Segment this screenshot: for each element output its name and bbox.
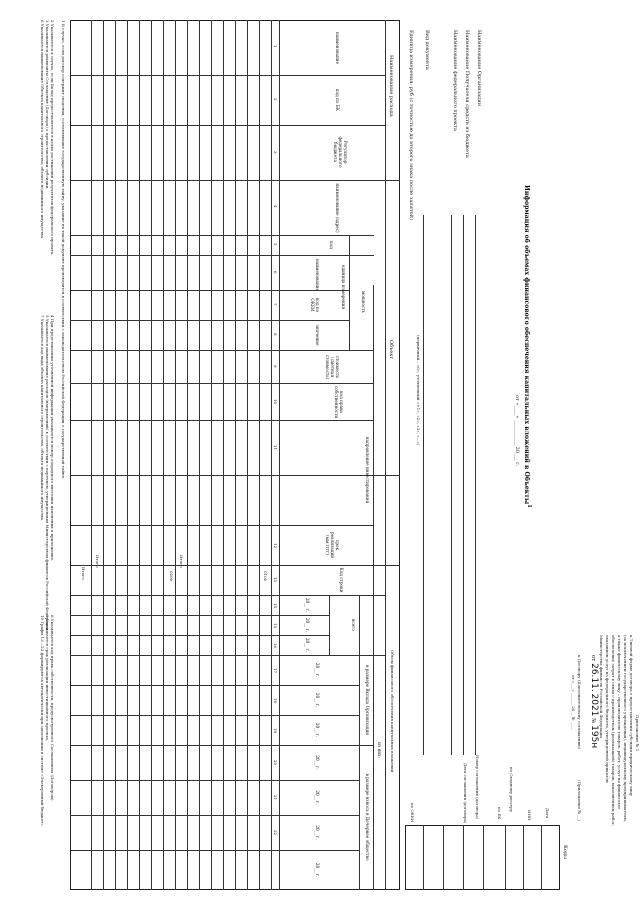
year-col: 20__ г. xyxy=(315,722,320,738)
head-naimenovanie: наименование xyxy=(335,31,340,65)
appendix-line5: обеспечение затрат в связи с производством (реализацией) товаров, выполнением работ, xyxy=(611,635,616,827)
contract-line: к Договору (Дополнительному соглашению) xyxy=(577,655,582,750)
year-col: 20__ г. xyxy=(315,755,320,770)
codes-header: Коды xyxy=(562,845,568,859)
title-sup: 1 xyxy=(526,504,532,508)
formula: (первичный – «0», уточненный «+1», «2», «3», «...») xyxy=(416,335,421,446)
row-sep xyxy=(235,20,236,890)
year-col: 20__ г. xyxy=(315,692,320,708)
code-label-inn: ИНН xyxy=(527,810,532,821)
head-naim-ed: наименование xyxy=(315,259,320,292)
row-sep xyxy=(175,20,176,890)
colnum-12: 12 xyxy=(273,543,278,549)
code-label-registry: по Сводному реестру xyxy=(509,767,514,813)
colnum-4: 4 xyxy=(273,205,278,208)
year-col: 20__ г. xyxy=(315,662,320,678)
head-okei: код по ОКЕИ xyxy=(310,297,320,313)
head-moshnost: мощность xyxy=(361,291,366,313)
code-label-date: Дата xyxy=(545,808,550,819)
field-recipient-line xyxy=(463,215,464,755)
colnum-10: 10 xyxy=(273,399,278,405)
row-sep xyxy=(163,20,164,890)
appendix-line2: к Типовой форме договора о предоставлении субсидии юридическому лицу xyxy=(629,635,634,797)
head-naim-obj: наименование (адрес) xyxy=(335,183,340,233)
footnote-9: 9 Указывается срок реализации инвестиционного проекта. xyxy=(45,615,50,742)
date-line: от «____» __________ 20___ г. xyxy=(514,395,520,467)
head-kod: код xyxy=(329,241,334,249)
vsego-label: Итого xyxy=(81,567,86,580)
code-label-bk: по БК xyxy=(497,807,502,820)
appendix-line4: а также физическому лицу – производителю товаров, работ, услуг на финансовое xyxy=(617,635,622,810)
year-col: 20__ г. xyxy=(315,790,320,805)
vsego-sep xyxy=(329,595,330,655)
head-ed-izm: единица измерения xyxy=(341,264,346,310)
head-kod-prava: код права собственности xyxy=(334,385,344,419)
head-srok: срок реализации (мм.гггг) xyxy=(325,531,340,559)
year-col: 20__ г. xyxy=(305,597,310,613)
row-sep xyxy=(259,20,260,890)
colnum-13: 13 xyxy=(273,577,278,583)
colnum-9: 9 xyxy=(273,365,278,368)
appendix-line1: Приложение № 1 xyxy=(635,715,640,752)
colnum-5: 5 xyxy=(273,243,278,246)
row-sep xyxy=(103,20,104,890)
appendix-date xyxy=(590,655,597,748)
col-sep xyxy=(70,655,386,656)
footnote-1: 1 В случае, если договор содержит сведения, составляющие государственную тайну, указание на такой документ производится в соответствии с законодательством Российской Федерации о государственной тайне. xyxy=(61,20,66,480)
footnote-2: 2 Указывается в случае, если Вклад предоставляется в целях достижения результатов федерального проекта. xyxy=(50,20,55,256)
head-obem: Объем финансового обеспечения капитальных вложений xyxy=(390,650,395,773)
field-unit: Единица измерения: руб (с точностью до второго знака после запятой) xyxy=(408,30,414,220)
field-doctype-line xyxy=(423,215,424,755)
codes-sep xyxy=(443,825,444,890)
field-org: Наименование Организации xyxy=(476,30,482,107)
num-value: 195н xyxy=(589,725,599,749)
colnum-11: 11 xyxy=(273,445,278,451)
code-label-okei: по ОКЕИ xyxy=(410,803,415,823)
field-recipient: Наименование Получателя средств из бюджета xyxy=(464,30,470,158)
year-col: 20__ г. xyxy=(305,617,310,633)
codes-sep xyxy=(483,825,484,890)
year-col: 20__ г. xyxy=(315,825,320,840)
itogo-label-1: Итого xyxy=(179,555,184,568)
row-sep xyxy=(91,20,92,890)
head-vsego: всего xyxy=(351,619,356,631)
col-sep xyxy=(70,595,386,596)
row-sep xyxy=(115,20,116,890)
field-project-line xyxy=(451,215,452,755)
head-v-razmere-org: в размере Вклада Организации xyxy=(365,664,370,736)
footnote-4: 4 При представлении уточненной информации указывается номер очередного внесения изменения в приложение. xyxy=(50,315,55,562)
header-row-3 xyxy=(359,595,360,890)
row-sep xyxy=(247,20,248,890)
col-sep xyxy=(70,290,350,291)
codes-sep xyxy=(505,825,506,890)
col-sep xyxy=(70,125,386,126)
colnum-2: 2 xyxy=(273,98,278,101)
title-text: Информация об объемах финансового обеспечения капитальных вложений в Объекты xyxy=(522,185,530,505)
head-kod-stroki: Код строки xyxy=(339,567,344,593)
code-label-num: Номер соглашения (договора) xyxy=(475,755,480,820)
head-regulator: Регулятор федерального бюджета xyxy=(333,136,348,168)
appendix-line6: оказанием услуг из федерального бюджета, утвержденной приказом xyxy=(605,635,610,783)
head-kod-bk: код по БК xyxy=(335,88,340,111)
colnum-18: 18 xyxy=(273,698,278,704)
colnum-6: 6 xyxy=(273,271,278,274)
codes-sep xyxy=(541,825,542,890)
contract-date: от «___» ______ 20__ № ____ xyxy=(571,675,576,730)
head-iz-nih: из них: xyxy=(377,742,382,758)
itogo-label-2: Итого xyxy=(95,555,100,568)
head-obekt: Объект xyxy=(388,340,394,360)
num-prefix: № xyxy=(590,718,596,724)
appendix-no: (Приложение № __) xyxy=(577,780,582,821)
header-row-1 xyxy=(385,20,386,890)
row-sep xyxy=(151,20,152,890)
row-sep xyxy=(139,20,140,890)
rotated-form xyxy=(40,15,640,895)
head-znachenie: значение xyxy=(315,324,320,346)
field-project: Наименование федерального проекта xyxy=(452,30,458,131)
colnum-17: 17 xyxy=(273,668,278,674)
appendix-line7: Министерства финансов Российской Федерации xyxy=(599,635,604,738)
col-sep xyxy=(70,75,386,76)
row-sep xyxy=(211,20,212,890)
code-label-date2: Дата соглашения (договора) xyxy=(463,763,468,824)
year-col: 20__ г. xyxy=(315,862,320,878)
codes-sep xyxy=(523,825,524,890)
footnote-8: 8 Указывается код права собственности, предусмотренного Соглашением (Договором). xyxy=(50,615,55,802)
year-col: 20__ г. xyxy=(305,637,310,653)
col-sep xyxy=(70,615,330,616)
head-napravlenie: направление инвестирования xyxy=(365,436,370,504)
head-naim-rashoda: Наименование расхода xyxy=(388,55,394,117)
row-code-0200: 0200 xyxy=(169,571,174,582)
year-value: 2021 xyxy=(589,693,599,717)
date-value: 26.11. xyxy=(589,663,599,692)
row-code-0100: 0100 xyxy=(263,571,268,582)
header-bottom xyxy=(279,20,280,890)
field-doctype: Вид документа xyxy=(424,30,430,70)
colnum-7: 7 xyxy=(273,303,278,306)
colnum-8: 8 xyxy=(273,333,278,336)
colnum-16: 16 xyxy=(273,643,278,649)
footnote-10: 10 Графы 13 – 22 формируются автоматически при заполнении в системе «Электронный бюджет». xyxy=(40,615,45,827)
footnote-3: 3 Указываются реквизиты Соглашения (Договора) о предоставлении субсидии. xyxy=(45,20,50,190)
moshnost-sep xyxy=(349,235,350,350)
appendix-line3: (за исключением государственного учреждения), индивидуальному предпринимателю, xyxy=(623,635,628,823)
head-v-razmere-vznosa: в размере взноса в Дочернее общество xyxy=(365,773,370,861)
row-sep xyxy=(223,20,224,890)
date-prefix: от xyxy=(590,655,596,662)
colnum-15: 15 xyxy=(273,623,278,629)
colnum-19: 19 xyxy=(273,728,278,734)
colnum-20: 20 xyxy=(273,760,278,766)
page-title xyxy=(523,185,532,508)
colnum-14: 14 xyxy=(273,603,278,609)
row-sep xyxy=(187,20,188,890)
footnote-5: 5 Указывается наименование расходов (направлений) в соответствии с перечнем, утвержденным Министерством финансов Российской Федерации. xyxy=(45,315,50,632)
field-org-line xyxy=(475,215,476,755)
col-sep xyxy=(70,320,350,321)
colnum-3: 3 xyxy=(273,151,278,154)
codes-sep xyxy=(423,825,424,890)
colnum-22: 22 xyxy=(273,830,278,836)
header-row-2 xyxy=(373,285,374,890)
row-sep xyxy=(199,20,200,890)
col-sep xyxy=(70,635,330,636)
colnum-bottom xyxy=(271,20,272,890)
footnote-6: 6 Указывается наименование Объекта капитального строительства, объекта недвижимого имущества. xyxy=(40,20,45,240)
footnote-7: 7 Указывается код вида объекта капитального строительства, объекта недвижимого имущества. xyxy=(40,315,45,522)
colnum-21: 21 xyxy=(273,795,278,801)
row-sep xyxy=(127,20,128,890)
colnum-1: 1 xyxy=(273,45,278,48)
codes-sep xyxy=(463,825,464,890)
head-stoimost: стоимость (сметная стоимость) xyxy=(325,354,340,380)
